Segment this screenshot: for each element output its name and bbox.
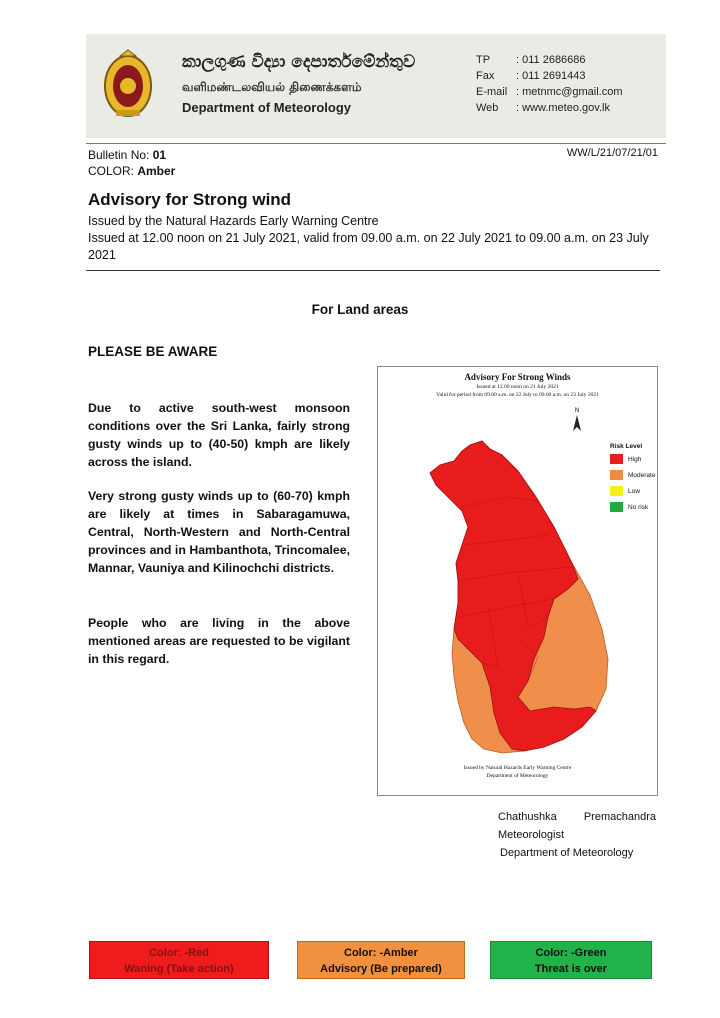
legend-item xyxy=(610,502,655,512)
svg-text:N: N xyxy=(574,408,580,414)
color-label: COLOR: xyxy=(88,164,138,178)
advisory-title: Advisory for Strong wind xyxy=(88,190,292,209)
legend-label: Low xyxy=(628,487,640,495)
legend-box-line2: Advisory (Be prepared) xyxy=(320,963,442,975)
paragraph: Very strong gusty winds up to (60-70) kmph are likely at times in Sabaragamuwa, Central, North-Western and North-Central provinces and in Hambanthota, Trincomalee, Mannar, Vauniya and Kilinochchi districts. xyxy=(88,489,350,575)
legend-box-line2: Threat is over xyxy=(534,963,608,975)
department-name-sinhala: කාලගුණ විද්‍යා දෙපාර්තමේන්තුව xyxy=(182,52,416,72)
issued-by: Issued by the Natural Hazards Early Warning Centre xyxy=(88,214,379,228)
signer-department: Department of Meteorology xyxy=(500,847,634,859)
signer-role: Meteorologist xyxy=(498,829,565,841)
map-legend xyxy=(610,443,655,518)
signer-first-name: Chathushka xyxy=(498,811,557,823)
north-arrow-icon xyxy=(573,408,581,431)
contact-key: Web xyxy=(476,102,499,114)
legend-item xyxy=(610,486,655,496)
contact-value: : metnmc@gmail.com xyxy=(516,86,623,98)
paragraph: People who are living in the above mentioned areas are requested to be vigilant in this regard. xyxy=(88,616,350,666)
legend-title: Risk Level xyxy=(610,443,643,450)
letterhead xyxy=(86,34,666,138)
legend-label: No risk xyxy=(628,503,649,511)
color-value: Amber xyxy=(137,164,176,178)
map-subtitle: Issued at 12.00 noon on 21 July 2021 xyxy=(476,384,559,390)
legend-item xyxy=(610,454,655,464)
contact-value: : 011 2686686 xyxy=(516,54,586,66)
please-be-aware: PLEASE BE AWARE xyxy=(88,344,218,359)
legend-box-line1: Color: -Green xyxy=(535,947,607,959)
signer-last-name: Premachandra xyxy=(583,811,656,823)
contact-row xyxy=(476,100,623,116)
contact-value: : 011 2691443 xyxy=(516,70,586,82)
contact-row xyxy=(476,52,623,68)
divider xyxy=(86,270,660,271)
amber-advisory-box xyxy=(297,941,465,979)
issued-block xyxy=(88,213,658,264)
contact-row xyxy=(476,68,623,84)
risk-map xyxy=(377,366,658,796)
contact-key: TP xyxy=(476,54,491,66)
signature-block xyxy=(498,808,656,862)
contact-value: : www.meteo.gov.lk xyxy=(516,102,610,114)
contact-key: Fax xyxy=(476,70,495,82)
bulletin-info xyxy=(88,147,175,179)
department-name-tamil: வளிமண்டலவியல் திணைக்களம் xyxy=(182,80,362,94)
paragraph: Due to active south-west monsoon conditions over the Sri Lanka, fairly strong gusty winds up to (40-50) kmph are likely across the island. xyxy=(88,401,350,469)
legend-label: Moderate xyxy=(628,471,656,479)
contact-block xyxy=(476,52,623,116)
department-name-english: Department of Meteorology xyxy=(182,100,352,115)
bulletin-reference: WW/L/21/07/21/01 xyxy=(566,147,658,159)
legend-box-line1: Color: -Amber xyxy=(344,947,418,959)
legend-label: High xyxy=(628,455,642,463)
contact-key: E-mail xyxy=(476,86,508,98)
divider xyxy=(86,143,666,144)
green-over-box xyxy=(490,941,652,979)
contact-row xyxy=(476,84,623,100)
legend-box-line1: Color: -Red xyxy=(149,947,209,959)
red-warning-box xyxy=(89,941,269,979)
legend-box-line2: Waning (Take action) xyxy=(124,963,234,975)
bulletin-no-value: 01 xyxy=(152,148,167,162)
map-subtitle: Valid for period from 09.00 a.m. on 22 July to 09.00 a.m. on 23 July 2021 xyxy=(436,392,599,398)
map-footer: Department of Meteorology xyxy=(486,773,549,779)
section-heading: For Land areas xyxy=(311,302,409,317)
national-emblem-icon xyxy=(102,48,154,120)
map-footer: Issued by Natural Hazards Early Warning Centre xyxy=(463,765,572,771)
legend-item xyxy=(610,470,655,480)
issued-at: Issued at 12.00 noon on 21 July 2021, valid from 09.00 a.m. on 22 July 2021 to 09.00 a.m. on 23 July 2021 xyxy=(88,231,649,262)
map-title: Advisory For Strong Winds xyxy=(464,372,571,382)
bulletin-no-label: Bulletin No: xyxy=(88,148,153,162)
sri-lanka-map xyxy=(378,367,657,795)
